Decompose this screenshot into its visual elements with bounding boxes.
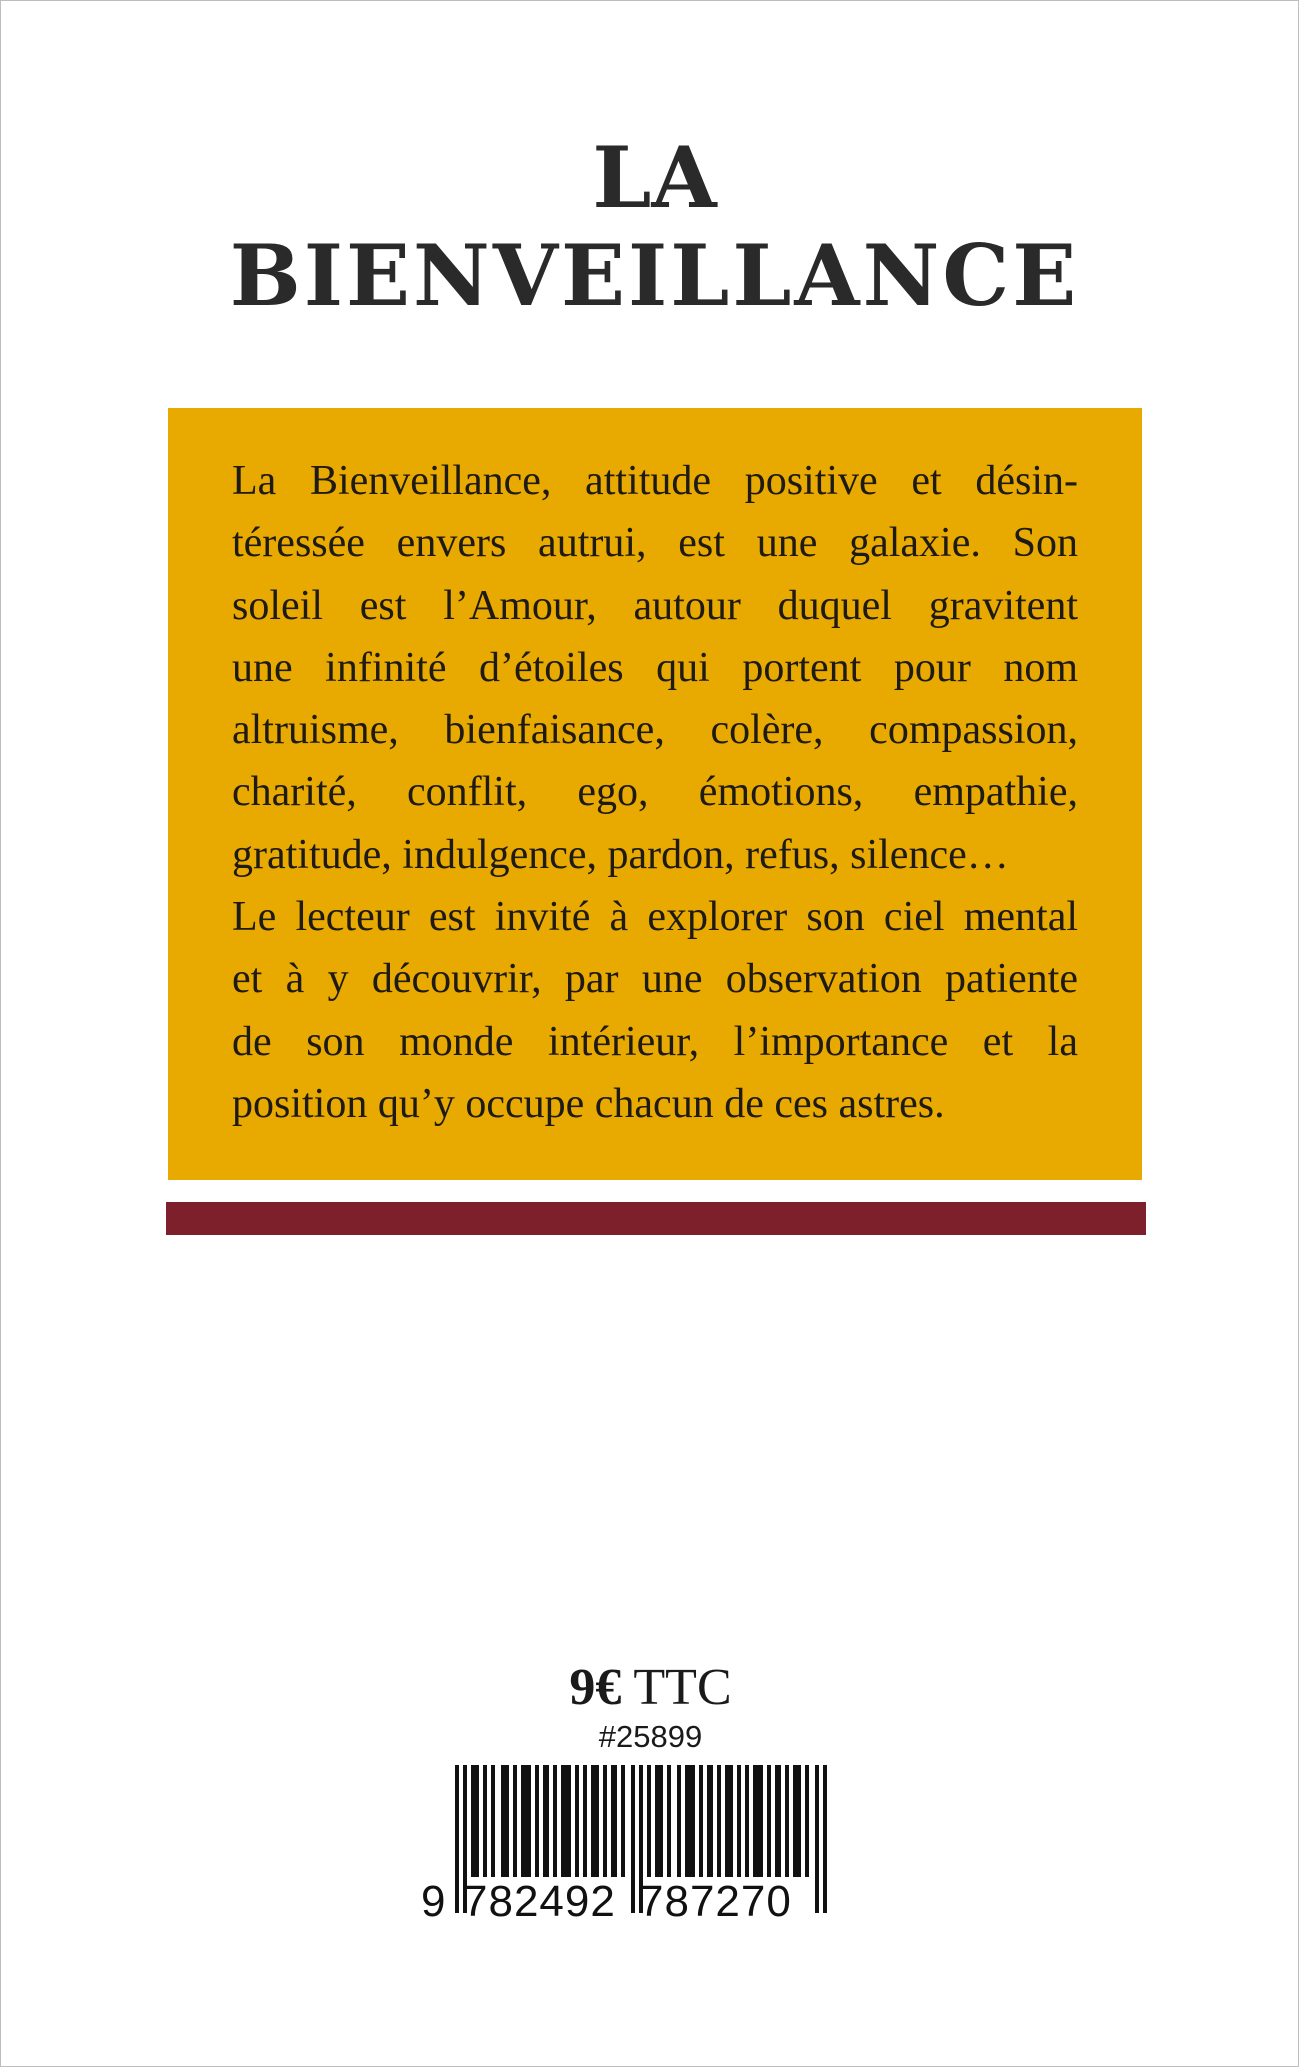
blurb-line: téressée envers autrui, est une galaxie. Son xyxy=(232,520,1078,567)
blurb-line: une infinité d’étoiles qui portent pour nom xyxy=(232,644,1078,691)
isbn-first-digit: 9 xyxy=(421,1877,446,1926)
isbn-right-group: 787270 xyxy=(639,1877,792,1926)
blurb-line: altruisme, bienfaisance, colère, compassion, xyxy=(232,707,1078,754)
blurb-line: et à y découvrir, par une observation patiente xyxy=(232,956,1078,1003)
book-title xyxy=(1,129,1299,325)
blurb-line: Le lecteur est invité à explorer son ciel mental xyxy=(232,894,1078,941)
decorative-rule xyxy=(166,1202,1146,1235)
book-title-line-2: BIENVEILLANCE xyxy=(229,226,1080,325)
blurb-line: soleil est l’Amour, autour duquel gravitent xyxy=(232,582,1078,629)
blurb-line: charité, conflit, ego, émotions, empathie, xyxy=(232,769,1078,816)
blurb-box xyxy=(168,408,1142,1180)
price-amount: 9€ xyxy=(569,1659,622,1716)
book-title-line-1: LA xyxy=(592,128,717,227)
reference-number: #25899 xyxy=(598,1719,703,1754)
price-tax: TTC xyxy=(633,1659,732,1716)
blurb-line: de son monde intérieur, l’importance et la xyxy=(232,1018,1078,1065)
blurb-line: position qu’y occupe chacun de ces astres. xyxy=(232,1080,945,1127)
blurb-line: gratitude, indulgence, pardon, refus, silence… xyxy=(232,831,1009,878)
price-label xyxy=(1,1659,1299,1717)
isbn-left-group: 782492 xyxy=(463,1877,616,1926)
blurb-line: La Bienveillance, attitude positive et désin- xyxy=(232,458,1078,504)
